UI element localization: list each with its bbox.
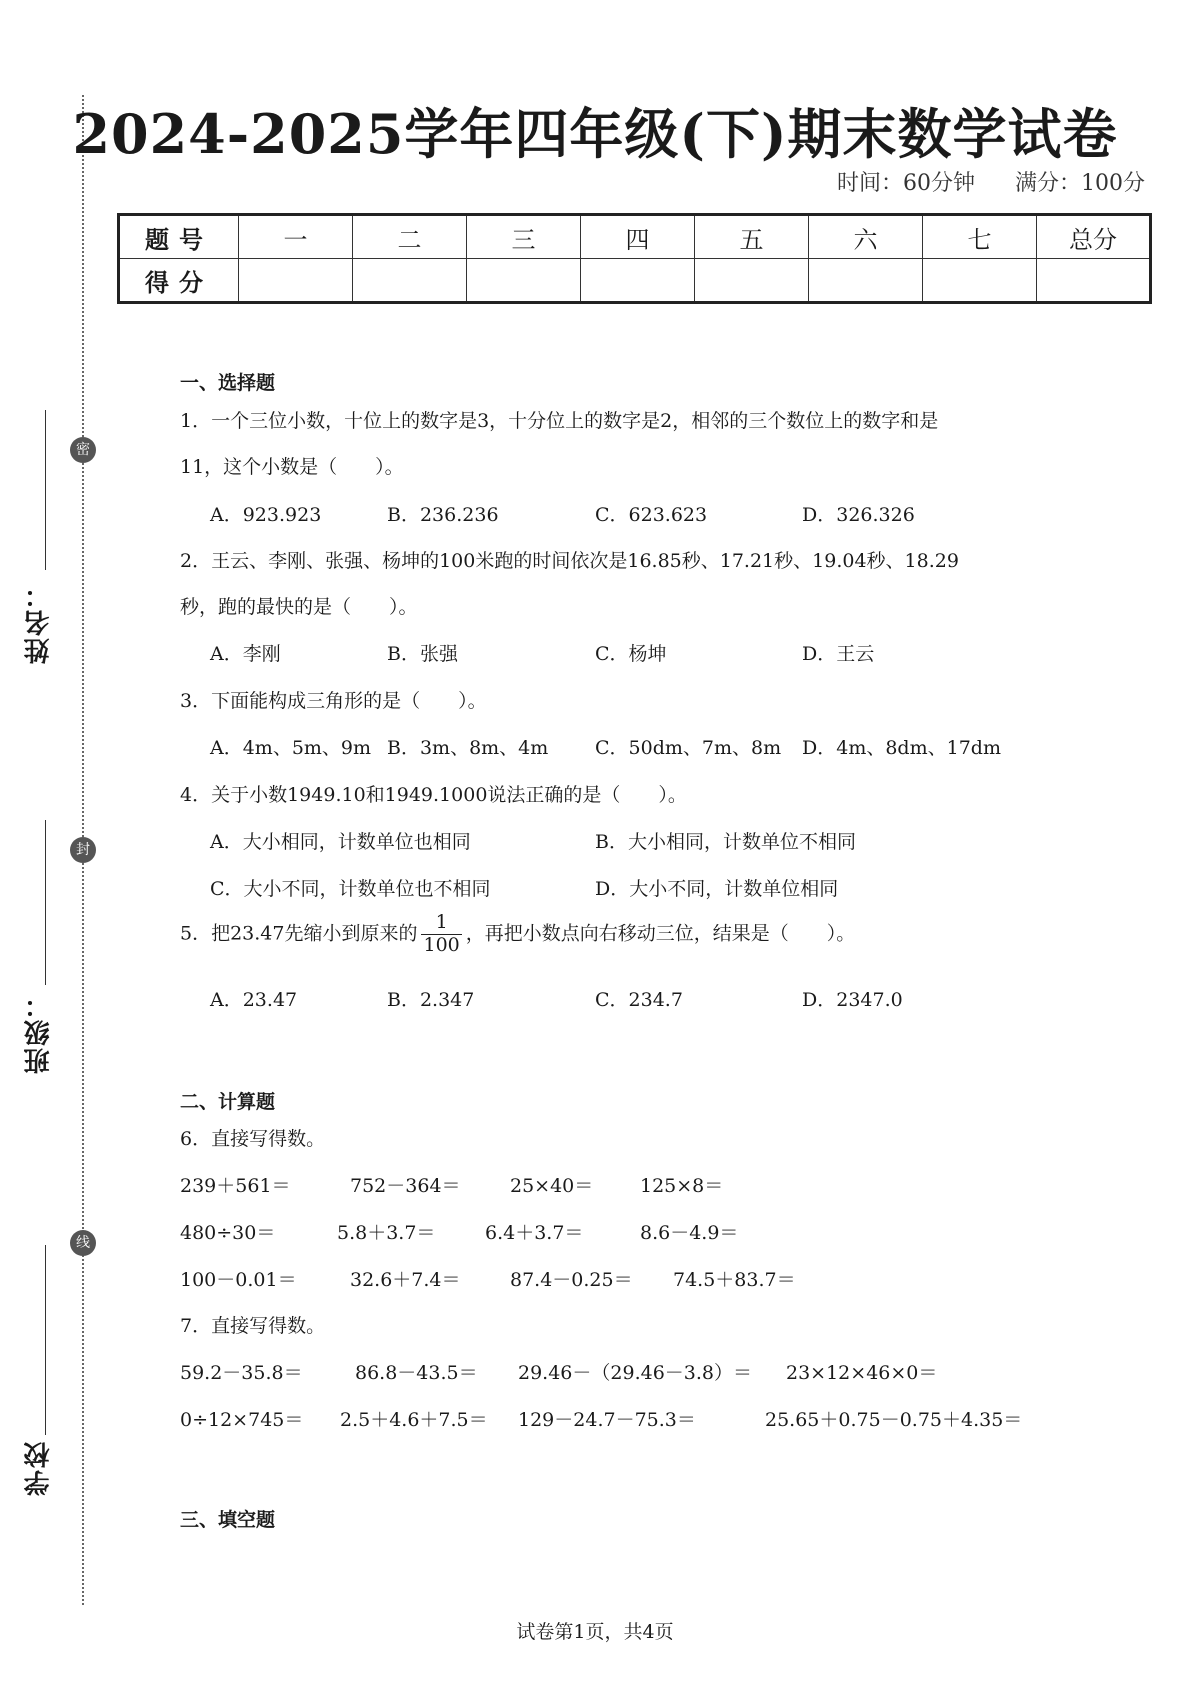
q6-expression: 87.4－0.25＝ xyxy=(510,1269,633,1291)
q6-expression: 752－364＝ xyxy=(350,1175,461,1197)
q1-option-a[interactable]: A．923.923 xyxy=(210,504,322,526)
question-2-line-1: 2．王云、李刚、张强、杨坤的100米跑的时间依次是16.85秒、17.21秒、19.04秒、18.29 xyxy=(180,550,959,572)
question-1-line-2: 11，这个小数是（ ）。 xyxy=(180,456,404,478)
q3-option-d[interactable]: D．4m、8dm、17dm xyxy=(802,737,1001,759)
q5-fraction-numerator: 1 xyxy=(421,912,461,935)
q7-expression: 59.2－35.8＝ xyxy=(180,1362,303,1384)
q7-expression: 86.8－43.5＝ xyxy=(355,1362,478,1384)
q4-option-b[interactable]: B．大小相同，计数单位不相同 xyxy=(595,831,856,853)
q2-option-d[interactable]: D．王云 xyxy=(802,643,875,665)
exam-meta xyxy=(837,166,1145,197)
name-write-line[interactable] xyxy=(45,410,46,570)
q4-option-d[interactable]: D．大小不同，计数单位相同 xyxy=(595,878,839,900)
q1-option-c[interactable]: C．623.623 xyxy=(595,504,708,526)
q3-option-a[interactable]: A．4m、5m、9m xyxy=(210,737,372,759)
score-col-total: 总分 xyxy=(1037,215,1151,259)
score-cell[interactable] xyxy=(467,259,581,303)
q6-expression: 100－0.01＝ xyxy=(180,1269,297,1291)
score-cell[interactable] xyxy=(1037,259,1151,303)
q5-option-b[interactable]: B．2.347 xyxy=(387,989,475,1011)
school-write-line[interactable] xyxy=(45,1245,46,1435)
seal-xian-badge: 线 xyxy=(70,1230,96,1256)
question-6-title: 6．直接写得数。 xyxy=(180,1128,326,1150)
q4-option-a[interactable]: A．大小相同，计数单位也相同 xyxy=(210,831,471,853)
question-4: 4．关于小数1949.10和1949.1000说法正确的是（ ）。 xyxy=(180,784,687,806)
q5-fraction-denominator: 100 xyxy=(423,933,460,956)
section-heading-fill-blank: 三、填空题 xyxy=(180,1509,276,1531)
score-cell[interactable] xyxy=(239,259,353,303)
page-title: 2024-2025学年四年级(下)期末数学试卷 xyxy=(72,102,1118,166)
score-cell[interactable] xyxy=(581,259,695,303)
score-col-1: 一 xyxy=(239,215,353,259)
q2-option-c[interactable]: C．杨坤 xyxy=(595,643,667,665)
score-col-5: 五 xyxy=(695,215,809,259)
q4-option-c[interactable]: C．大小不同，计数单位也不相同 xyxy=(210,878,491,900)
q1-option-d[interactable]: D．326.326 xyxy=(802,504,915,526)
exam-time: 时间：60分钟 xyxy=(837,171,975,196)
score-col-4: 四 xyxy=(581,215,695,259)
q5-option-a[interactable]: A．23.47 xyxy=(210,989,298,1011)
q1-option-b[interactable]: B．236.236 xyxy=(387,504,499,526)
q7-expression: 23×12×46×0＝ xyxy=(786,1362,938,1384)
q6-expression: 6.4＋3.7＝ xyxy=(485,1222,584,1244)
class-write-line[interactable] xyxy=(45,820,46,985)
score-cell[interactable] xyxy=(809,259,923,303)
score-col-2: 二 xyxy=(353,215,467,259)
score-cell[interactable] xyxy=(923,259,1037,303)
score-cell[interactable] xyxy=(353,259,467,303)
q6-expression: 5.8＋3.7＝ xyxy=(337,1222,436,1244)
question-3: 3．下面能构成三角形的是（ ）。 xyxy=(180,690,487,712)
question-7-title: 7．直接写得数。 xyxy=(180,1315,326,1337)
score-table-header-row xyxy=(119,215,1151,259)
q7-expression: 29.46－（29.46－3.8）＝ xyxy=(518,1362,753,1384)
q5-option-c[interactable]: C．234.7 xyxy=(595,989,683,1011)
q5-fraction xyxy=(421,912,461,957)
q3-option-c[interactable]: C．50dm、7m、8m xyxy=(595,737,782,759)
question-5 xyxy=(180,912,855,957)
score-table-score-row xyxy=(119,259,1151,303)
score-col-3: 三 xyxy=(467,215,581,259)
q3-option-b[interactable]: B．3m、8m、4m xyxy=(387,737,549,759)
score-cell[interactable] xyxy=(695,259,809,303)
q7-expression: 129－24.7－75.3＝ xyxy=(518,1409,696,1431)
q6-expression: 25×40＝ xyxy=(510,1175,594,1197)
q7-expression: 2.5＋4.6＋7.5＝ xyxy=(340,1409,488,1431)
class-label: 班级： xyxy=(24,990,54,1074)
section-heading-choice: 一、选择题 xyxy=(180,372,276,394)
score-table xyxy=(117,213,1152,304)
score-col-6: 六 xyxy=(809,215,923,259)
q2-option-b[interactable]: B．张强 xyxy=(387,643,458,665)
q7-expression: 0÷12×745＝ xyxy=(180,1409,304,1431)
page-footer: 试卷第1页，共4页 xyxy=(516,1621,674,1643)
q6-expression: 74.5＋83.7＝ xyxy=(673,1269,796,1291)
q2-option-a[interactable]: A．李刚 xyxy=(210,643,281,665)
q5-text-after: ，再把小数点向右移动三位，结果是（ ）。 xyxy=(465,922,856,945)
exam-full-score: 满分：100分 xyxy=(1015,171,1145,196)
q6-expression: 480÷30＝ xyxy=(180,1222,276,1244)
q6-expression: 32.6＋7.4＝ xyxy=(350,1269,461,1291)
q6-expression: 8.6－4.9＝ xyxy=(640,1222,739,1244)
score-table-score-label: 得分 xyxy=(119,259,239,303)
name-label: 姓名： xyxy=(24,580,54,664)
school-label: 学校 xyxy=(24,1440,54,1496)
q6-expression: 239＋561＝ xyxy=(180,1175,291,1197)
question-1-line-1: 1．一个三位小数，十位上的数字是3，十分位上的数字是2，相邻的三个数位上的数字和是 xyxy=(180,410,939,432)
q5-option-d[interactable]: D．2347.0 xyxy=(802,989,903,1011)
score-col-7: 七 xyxy=(923,215,1037,259)
q5-text-before: 5．把23.47先缩小到原来的 xyxy=(180,922,418,945)
q7-expression: 25.65＋0.75－0.75＋4.35＝ xyxy=(765,1409,1023,1431)
question-2-line-2: 秒，跑的最快的是（ ）。 xyxy=(180,596,418,618)
seal-feng-badge: 封 xyxy=(70,837,96,863)
score-table-row-label: 题号 xyxy=(119,215,239,259)
q6-expression: 125×8＝ xyxy=(640,1175,724,1197)
seal-mi-badge: 密 xyxy=(70,437,96,463)
section-heading-calculation: 二、计算题 xyxy=(180,1091,276,1113)
